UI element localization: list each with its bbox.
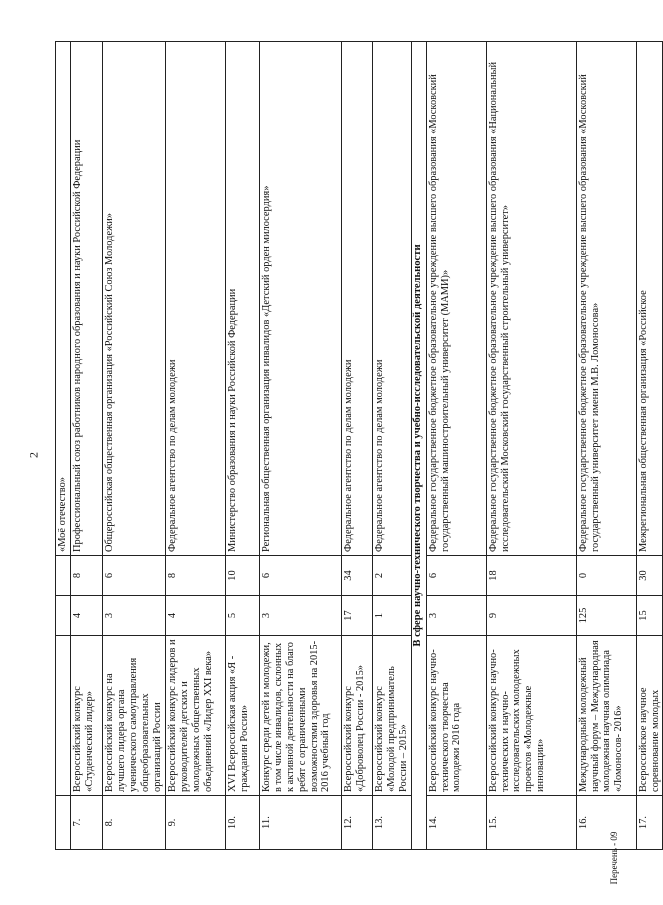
- cell-participants: 6: [426, 556, 486, 596]
- cell-number: 11.: [259, 796, 341, 850]
- cell-event-name: Всероссийский конкурс «Молодой предприниматель России – 2015»: [372, 636, 411, 796]
- cell-event-name: Всероссийский конкурс научно-технических и научно-исследовательских молодежных проектов «Молодежные инновации»: [486, 636, 576, 796]
- table-row: [165, 42, 225, 850]
- table-row: [225, 42, 259, 850]
- cell-organizer: Федеральное государственное бюджетное образовательное учреждение высшего образования «Московский государственный университет имени М.В. Ломоносова»: [576, 42, 636, 556]
- cell-number: 8.: [102, 796, 165, 850]
- cell-event-name: Всероссийский конкурс научно-технического творчества молодежи 2016 года: [426, 636, 486, 796]
- table-row: [576, 42, 636, 850]
- cell-organizer: «Моё отечество»: [56, 42, 71, 556]
- document-table-area: [55, 42, 661, 850]
- cell-organizer: Министерство образования и науки Российской Федерации: [225, 42, 259, 556]
- cell-winners: 4: [165, 596, 225, 636]
- table-row: [70, 42, 102, 850]
- cell-number: 10.: [225, 796, 259, 850]
- cell-number: 7.: [70, 796, 102, 850]
- cell-winners: 125: [576, 596, 636, 636]
- cell-winners: 4: [70, 596, 102, 636]
- competitions-table: [55, 41, 663, 850]
- cell-event-name: Международный молодежный научный форум – Международная молодежная научная олимпиада «Ломоносов- 2016»: [576, 636, 636, 796]
- table-row: [426, 42, 486, 850]
- cell-number: 15.: [486, 796, 576, 850]
- cell-number: 9.: [165, 796, 225, 850]
- cell-winners: 3: [426, 596, 486, 636]
- table-row: [341, 42, 372, 850]
- cell-organizer: Профессиональный союз работников народного образования и науки Российской Федерации: [70, 42, 102, 556]
- table-row-continuation: [56, 42, 71, 850]
- table-body: [56, 42, 663, 850]
- cell-number: 13.: [372, 796, 411, 850]
- cell-participants: 2: [372, 556, 411, 596]
- cell-winners: 3: [102, 596, 165, 636]
- cell-organizer: Межрегиональная общественная организация «Российское: [636, 42, 663, 556]
- cell-winners: 3: [259, 596, 341, 636]
- cell-winners: 5: [225, 596, 259, 636]
- section-title: В сфере научно-технического творчества и учебно-исследовательской деятельности: [411, 42, 426, 850]
- cell-event-name: Всероссийский конкурс на лучшего лидера органа ученического самоуправления общеобразовательных организаций России: [102, 636, 165, 796]
- table-row: [636, 42, 663, 850]
- cell-organizer: Федеральное агентство по делам молодежи: [341, 42, 372, 556]
- cell-participants: 8: [165, 556, 225, 596]
- cell-participants: 8: [70, 556, 102, 596]
- table-row: [486, 42, 576, 850]
- cell-number: 14.: [426, 796, 486, 850]
- cell-organizer: Федеральное агентство по делам молодежи: [165, 42, 225, 556]
- cell-event-name: Всероссийское научное соревнование молодых: [636, 636, 663, 796]
- page-number: 2: [26, 452, 41, 458]
- cell-participants: [56, 556, 71, 596]
- cell-number: 12.: [341, 796, 372, 850]
- cell-organizer: Региональная общественная организация инвалидов «Детский орден милосердия»: [259, 42, 341, 556]
- cell-number: 17.: [636, 796, 663, 850]
- cell-number: 16.: [576, 796, 636, 850]
- cell-event-name: Конкурс среди детей и молодежи, в том числе инвалидов, склонных к активной деятельности на благо ребят с ограниченными возможностями здоровья на 2015-2016 учебный год: [259, 636, 341, 796]
- cell-event-name: XVI Всероссийская акция «Я - гражданин России»: [225, 636, 259, 796]
- cell-organizer: Федеральное государственное бюджетное образовательное учреждение высшего образования «Национальный исследовательский Московский государственный строительный университет»: [486, 42, 576, 556]
- cell-participants: 6: [102, 556, 165, 596]
- cell-participants: 18: [486, 556, 576, 596]
- cell-organizer: Федеральное агентство по делам молодежи: [372, 42, 411, 556]
- cell-winners: 17: [341, 596, 372, 636]
- rotated-table-wrapper: [55, 42, 661, 850]
- cell-organizer: Общероссийская общественная организация «Российский Союз Молодежи»: [102, 42, 165, 556]
- cell-participants: 6: [259, 556, 341, 596]
- cell-participants: 0: [576, 556, 636, 596]
- cell-winners: 9: [486, 596, 576, 636]
- cell-winners: 1: [372, 596, 411, 636]
- cell-winners: 15: [636, 596, 663, 636]
- section-header-row: [411, 42, 426, 850]
- cell-participants: 34: [341, 556, 372, 596]
- table-row: [102, 42, 165, 850]
- table-row: [372, 42, 411, 850]
- cell-event-name: Всероссийский конкурс «Доброволец России - 2015»: [341, 636, 372, 796]
- cell-event-name: Всероссийский конкурс лидеров и руководителей детских и молодежных общественных объединений «Лидер XXI века»: [165, 636, 225, 796]
- cell-organizer: Федеральное государственное бюджетное образовательное учреждение высшего образования «Московский государственный машиностроительный университет (МАМИ)»: [426, 42, 486, 556]
- cell-participants: 10: [225, 556, 259, 596]
- footer-list-code: Перечень - 09: [609, 831, 619, 885]
- cell-participants: 30: [636, 556, 663, 596]
- table-row: [259, 42, 341, 850]
- cell-event-name: Всероссийский конкурс «Студенческий лидер»: [70, 636, 102, 796]
